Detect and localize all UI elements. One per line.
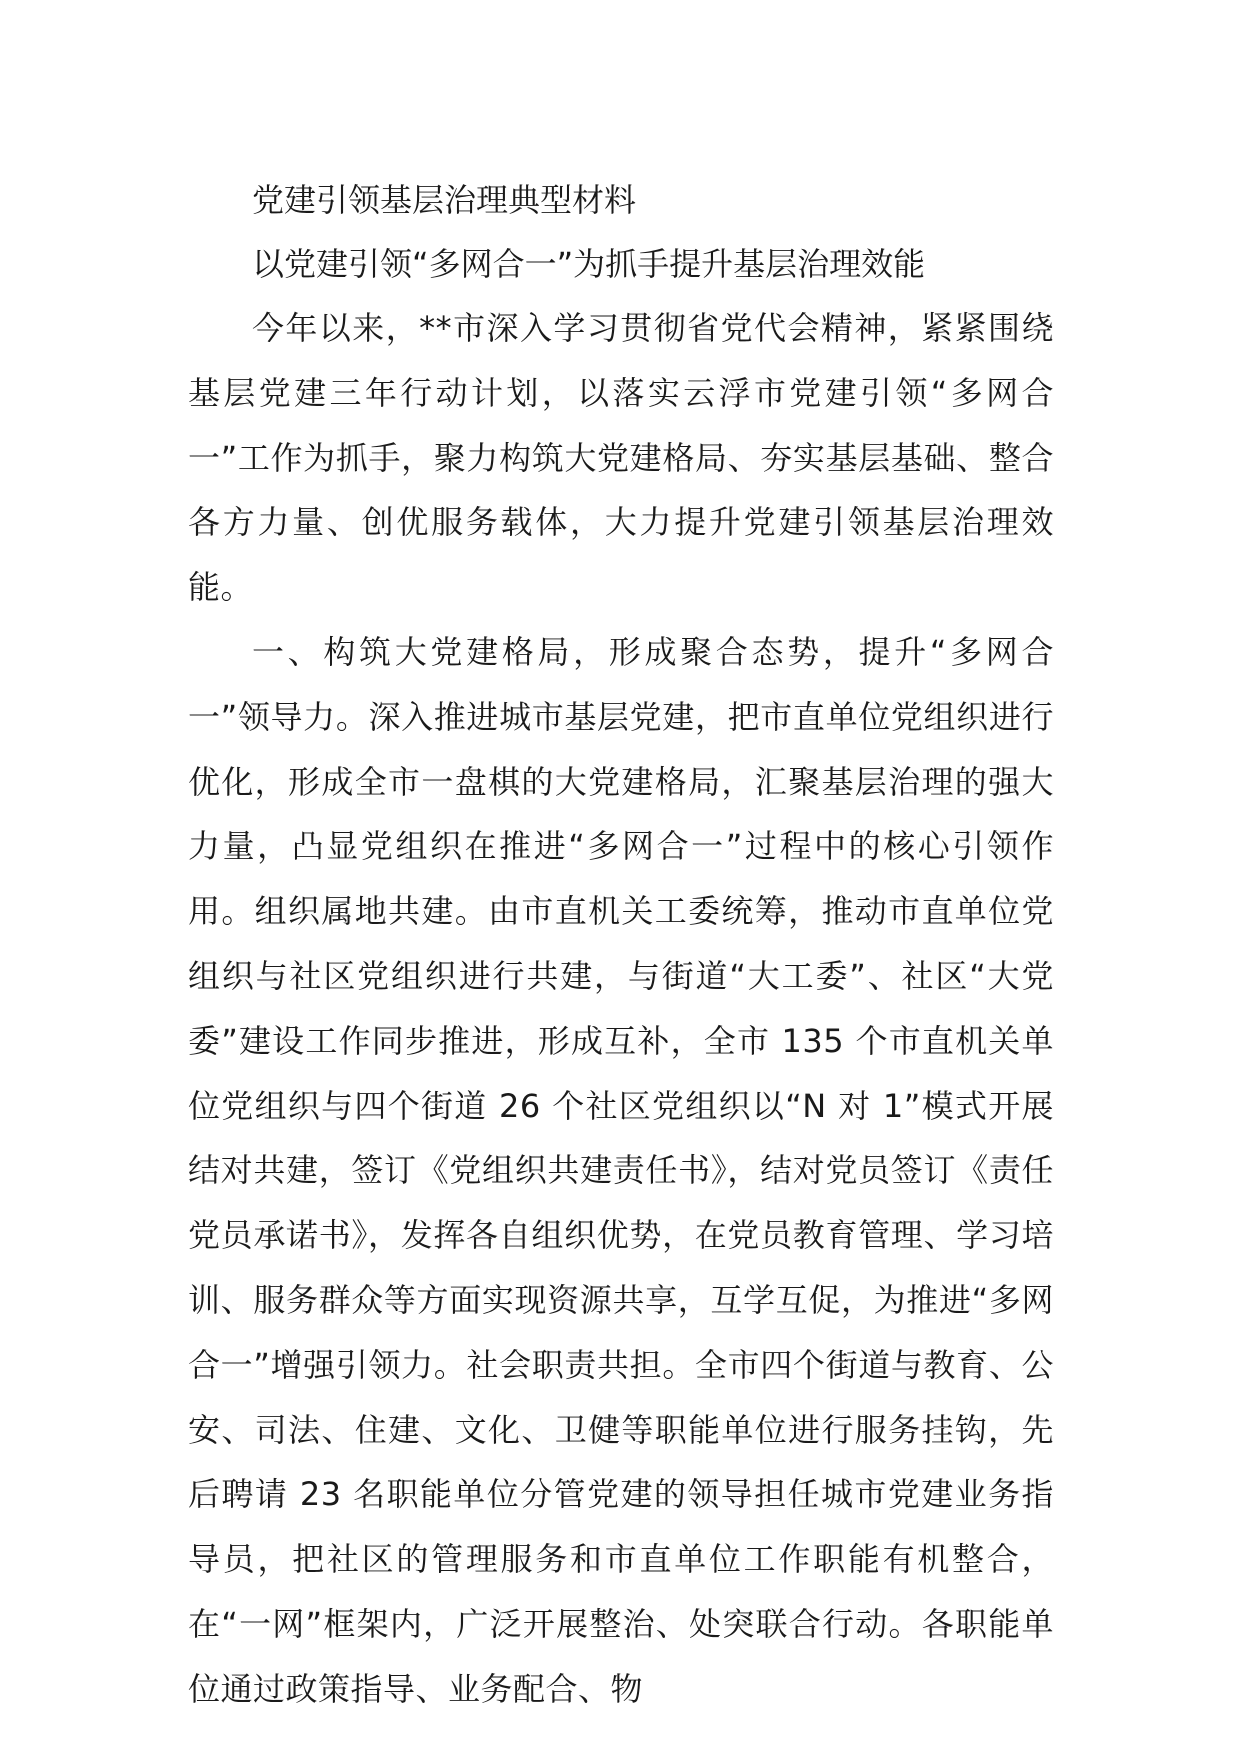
- document-subtitle: 以党建引领“多网合一”为抓手提升基层治理效能: [252, 245, 926, 283]
- paragraph-intro: 今年以来，**市深入学习贯彻省党代会精神，紧紧围绕基层党建三年行动计划，以落实云浮市党建引领“多网合一”工作为抓手，聚力构筑大党建格局、夯实基层基础、整合各方力量、创优服务载体，大力提升党建引领基层治理效能。: [188, 309, 1054, 607]
- document-title: 党建引领基层治理典型材料: [252, 181, 637, 219]
- paragraph-section-one: 一、构筑大党建格局，形成聚合态势，提升“多网合一”领导力。深入推进城市基层党建，把市直单位党组织进行优化，形成全市一盘棋的大党建格局，汇聚基层治理的强大力量，凸显党组织在推进“多网合一”过程中的核心引领作用。组织属地共建。由市直机关工委统筹，推动市直单位党组织与社区党组织进行共建，与街道“大工委”、社区“大党委”建设工作同步推进，形成互补，全市 135 个市直机关单位党组织与四个街道 26 个社区党组织以“N 对 1”模式开展结对共建，签订《党组织共建责任书》，结对党员签订《责任党员承诺书》，发挥各自组织优势，在党员教育管理、学习培训、服务群众等方面实现资源共享，互学互促，为推进“多网合一”增强引领力。社会职责共担。全市四个街道与教育、公安、司法、住建、文化、卫健等职能单位进行服务挂钩，先后聘请 23 名职能单位分管党建的领导担任城市党建业务指导员，把社区的管理服务和市直单位工作职能有机整合，在“一网”框架内，广泛开展整治、处突联合行动。各职能单位通过政策指导、业务配合、物: [188, 632, 1054, 1708]
- document-body: [188, 168, 1054, 1722]
